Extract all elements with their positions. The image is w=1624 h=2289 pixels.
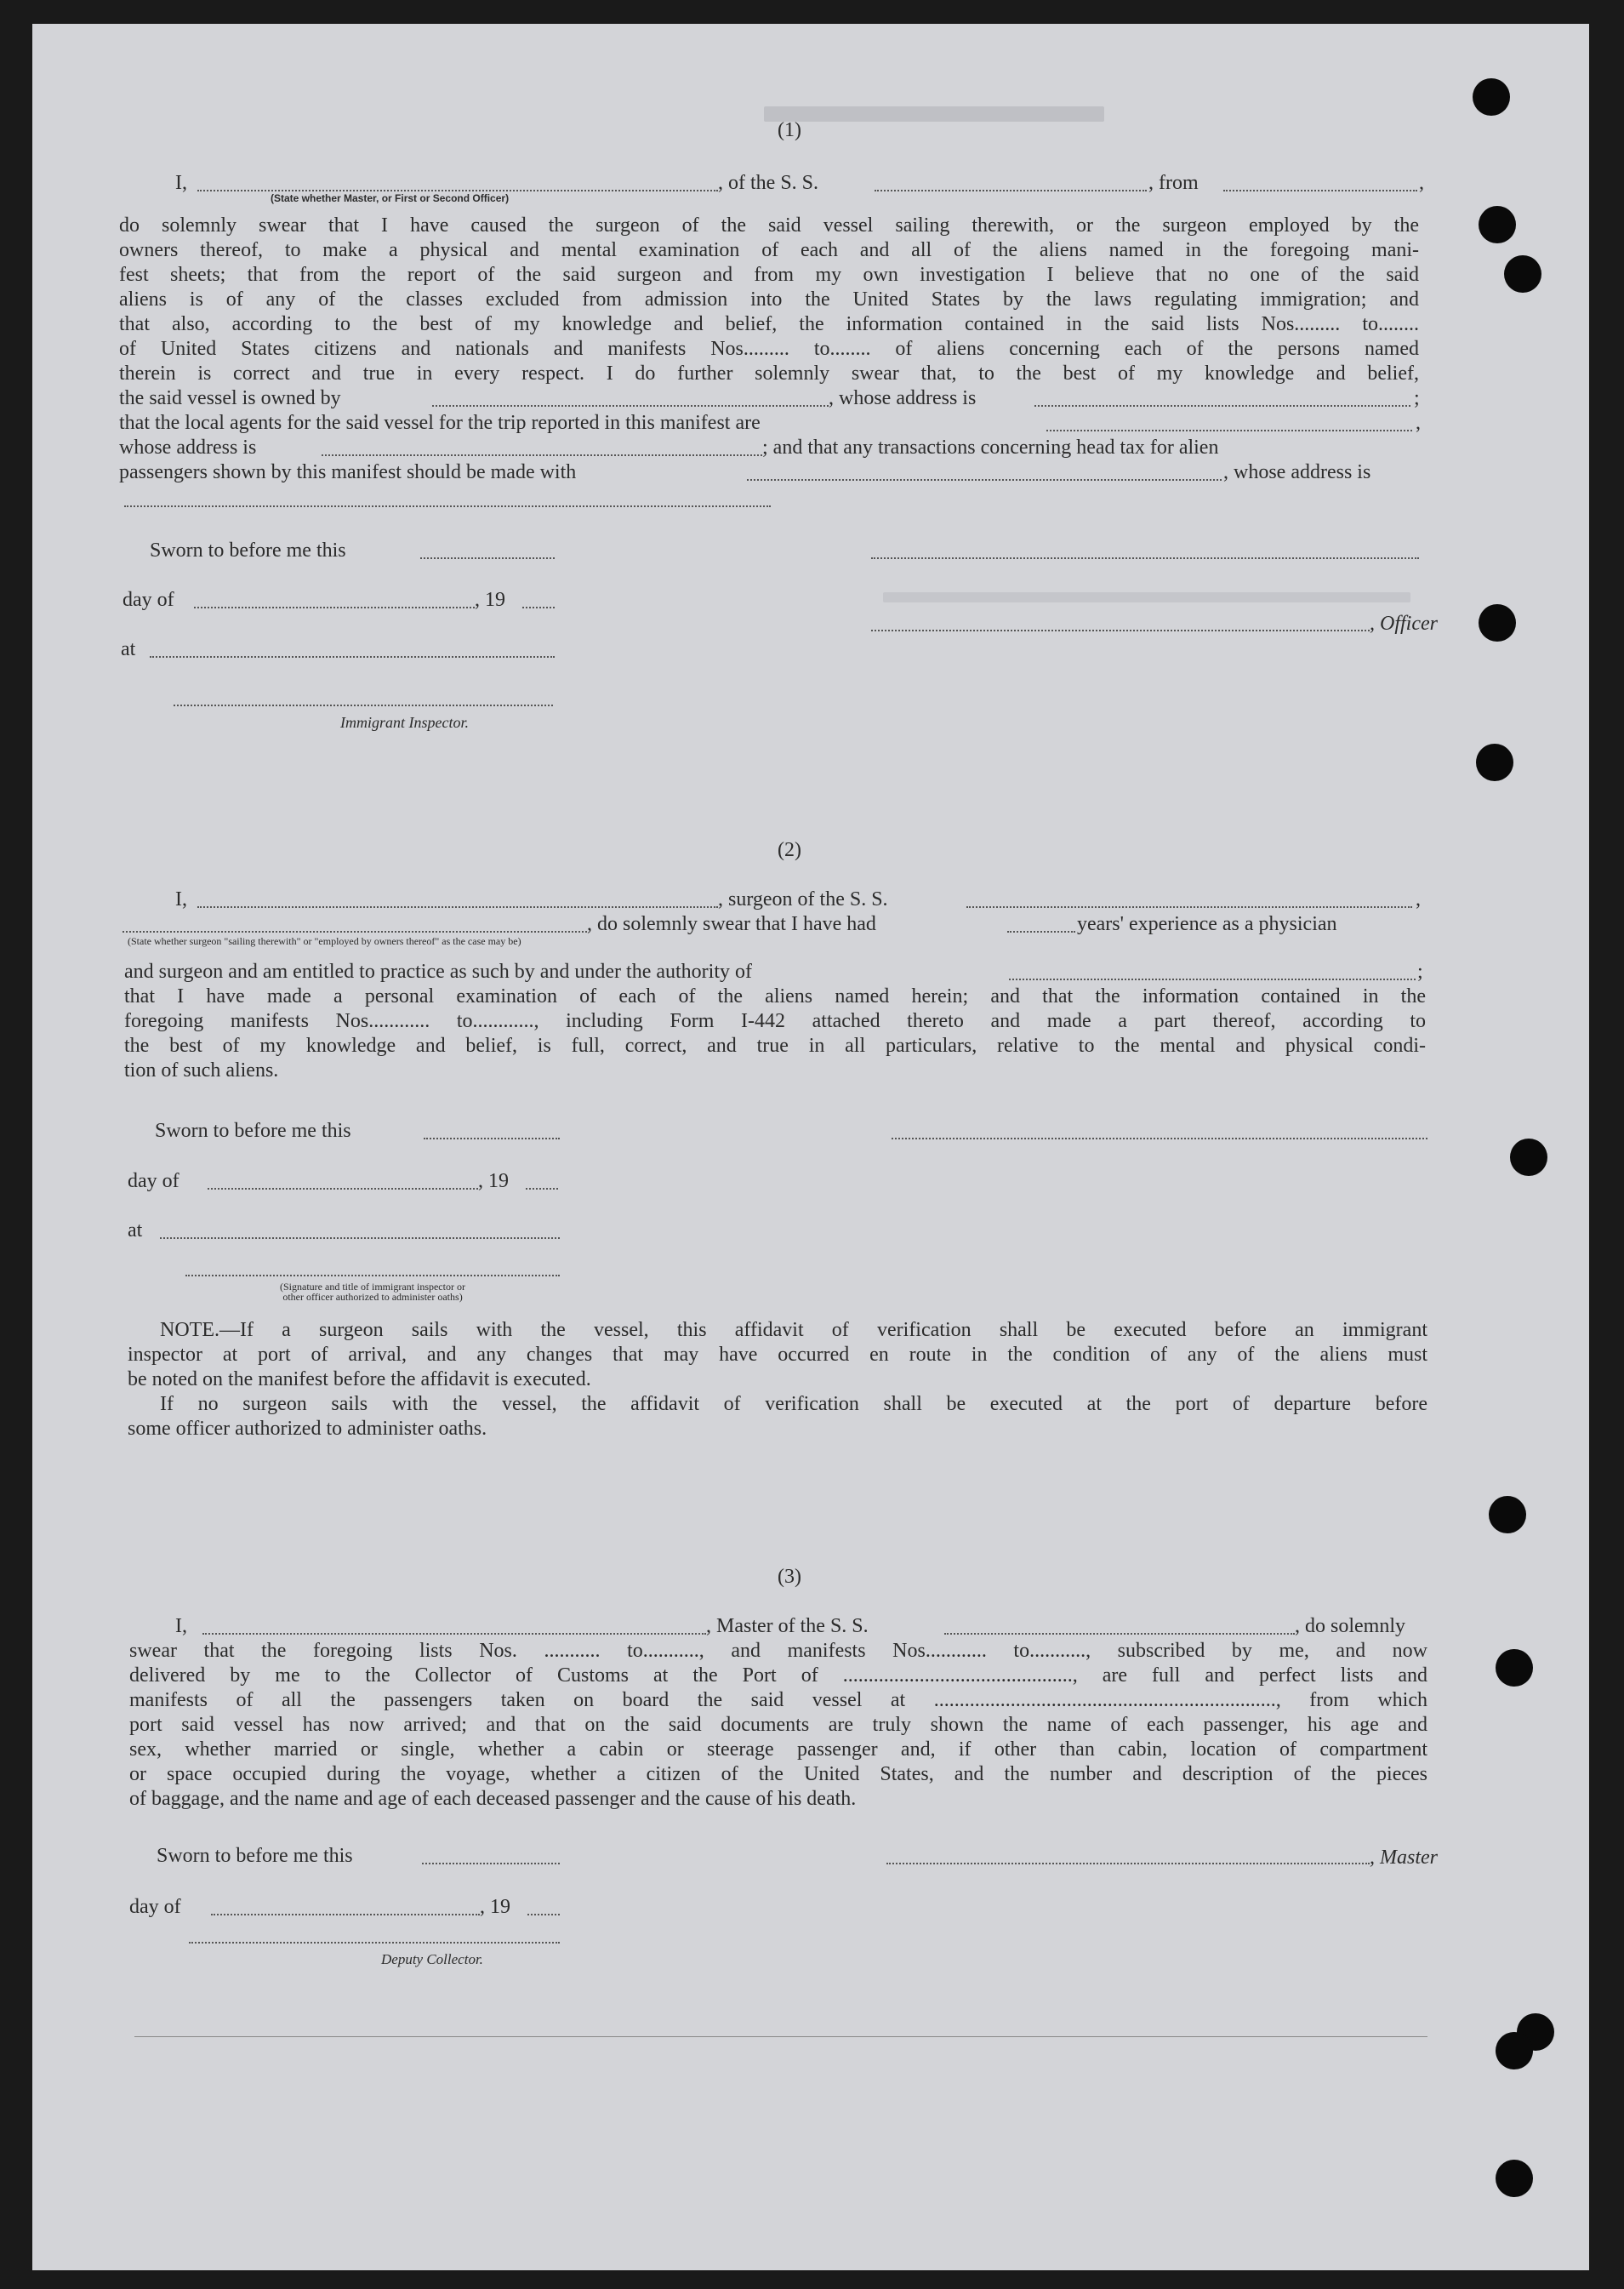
- from-end: ,: [1419, 172, 1424, 194]
- bottom-rule: [134, 2036, 1427, 2037]
- at-blank-2: [160, 1237, 560, 1239]
- agent-address-label: whose address is: [119, 437, 257, 459]
- deputy-collector-signature-blank: [189, 1942, 560, 1944]
- oath-line: do solemnly swear that I have caused the surgeon of the said vessel sailing therewith, or the surgeon employed by the: [119, 214, 1419, 237]
- officer-rank-hint: (State whether Master, or First or Second Officer): [271, 192, 510, 204]
- year-blank-3: [527, 1914, 560, 1915]
- owner-address-end: ;: [1414, 387, 1420, 409]
- section-1-number: (1): [778, 119, 801, 141]
- signature-caption-line-1: (Signature and title of immigrant inspector or: [280, 1281, 465, 1293]
- section-1-intro: I,: [175, 172, 187, 194]
- section-2-number: (2): [778, 839, 801, 861]
- oath-line: aliens is of any of the classes excluded from admission into the United States by the laws regulating immigration; and: [119, 288, 1419, 311]
- at-label: at: [121, 638, 136, 660]
- surgeon-oath-last-line: tion of such aliens.: [124, 1059, 279, 1082]
- surgeon-ship-blank: [966, 906, 1412, 908]
- master-of-label: , Master of the S. S.: [706, 1615, 869, 1637]
- local-agents-end: ,: [1416, 412, 1421, 434]
- owned-by-label: the said vessel is owned by: [119, 387, 341, 409]
- from-label: , from: [1148, 172, 1199, 194]
- year-blank-2: [526, 1188, 558, 1190]
- oath-line: fest sheets; that from the report of the said surgeon and from my own investigation I believe that no one of the said: [119, 264, 1419, 286]
- surgeon-signature-blank: [892, 1138, 1427, 1139]
- day-of-blank-3: [211, 1914, 480, 1915]
- section-3-number: (3): [778, 1566, 801, 1588]
- note-last-line: be noted on the manifest before the affidavit is executed.: [128, 1368, 591, 1390]
- head-tax-agent-blank: [747, 479, 1222, 481]
- day-of-blank: [194, 607, 475, 608]
- oath-line: of United States citizens and nationals and manifests Nos......... to........ of aliens concerning each of the persons named: [119, 338, 1419, 360]
- deputy-collector-caption: Deputy Collector.: [381, 1951, 483, 1967]
- years-blank: [1007, 931, 1075, 933]
- do-solemnly-label: , do solemnly swear that I have had: [587, 913, 876, 935]
- sworn-date-blank-2: [424, 1138, 560, 1139]
- punch-hole: [1473, 78, 1510, 116]
- sworn-label-3: Sworn to before me this: [157, 1845, 353, 1867]
- administering-officer-signature-blank: [185, 1275, 560, 1276]
- note-text: —If a surgeon sails with the vessel, this affidavit of verification shall be executed before an immigrant: [219, 1319, 1427, 1341]
- oath-line: therein is correct and true in every respect. I do further solemnly swear that, to the best of my knowledge and belief,: [119, 362, 1419, 385]
- punch-hole: [1496, 2032, 1533, 2069]
- master-oath-line: or space occupied during the voyage, whether a citizen of the United States, and the number and description of the pieces: [129, 1763, 1427, 1785]
- at-label-2: at: [128, 1219, 143, 1242]
- section-2-intro: I,: [175, 888, 187, 910]
- year-blank: [522, 607, 555, 608]
- agent-address-blank: [322, 454, 762, 456]
- officer-title-blank: [871, 630, 1370, 631]
- surgeon-ship-end: ,: [1416, 888, 1421, 910]
- authority-end: ;: [1417, 961, 1423, 983]
- surgeon-status-hint: (State whether surgeon "sailing therewith" or "employed by owners thereof" as the case may be): [128, 935, 521, 947]
- document-page: [32, 24, 1589, 2270]
- surgeon-oath-line: that I have made a personal examination of each of the aliens named herein; and that the information contained in the: [124, 985, 1426, 1008]
- master-oath-line: delivered by me to the Collector of Customs at the Port of ............................................., are full and perfect lists and: [129, 1664, 1427, 1687]
- surgeon-oath-line: the best of my knowledge and belief, is full, correct, and true in all particulars, relative to the mental and physical condi-: [124, 1035, 1426, 1057]
- day-of-label: day of: [123, 589, 174, 611]
- passengers-label: passengers shown by this manifest should be made with: [119, 461, 577, 483]
- surgeon-oath-line: foregoing manifests Nos............ to............, including Form I-442 attached thereto and made a part thereof, according to: [124, 1010, 1426, 1032]
- head-tax-address-blank: [124, 505, 771, 507]
- master-oath-line: manifests of all the passengers taken on board the said vessel at ..................................................................., from which: [129, 1689, 1427, 1711]
- note-2-line: If no surgeon sails with the vessel, the affidavit of verification shall be executed at the port of departure before: [160, 1393, 1427, 1415]
- section-3-intro: I,: [175, 1615, 187, 1637]
- surgeon-of-label: , surgeon of the S. S.: [718, 888, 888, 910]
- authority-label: and surgeon and am entitled to practice as such by and under the authority of: [124, 961, 752, 983]
- master-oath-line: swear that the foregoing lists Nos. ........... to..........., and manifests Nos............ to..........., subscribed by me, and now: [129, 1640, 1427, 1662]
- note-line: inspector at port of arrival, and any changes that may have occurred en route in the condition of any of the aliens must: [128, 1344, 1427, 1366]
- owner-blank: [432, 405, 829, 407]
- punch-hole: [1504, 255, 1541, 293]
- punch-hole: [1479, 206, 1516, 243]
- year-label-3: , 19: [480, 1896, 510, 1918]
- inspector-caption: Immigrant Inspector.: [340, 714, 469, 731]
- year-label-2: , 19: [478, 1170, 509, 1192]
- of-ss-label: , of the S. S.: [718, 172, 819, 194]
- day-of-blank-2: [208, 1188, 478, 1190]
- sworn-label: Sworn to before me this: [150, 539, 346, 562]
- day-of-label-3: day of: [129, 1896, 181, 1918]
- authority-blank: [1009, 979, 1416, 980]
- owner-address-blank: [1034, 405, 1410, 407]
- surgeon-status-blank: [123, 931, 587, 933]
- punch-hole: [1476, 744, 1513, 781]
- master-oath-last-line: of baggage, and the name and age of each deceased passenger and the cause of his death.: [129, 1788, 857, 1810]
- from-port-blank: [1223, 190, 1417, 191]
- at-blank: [150, 656, 555, 658]
- note-line-1: [160, 1317, 1427, 1343]
- sworn-label-2: Sworn to before me this: [155, 1120, 351, 1142]
- master-ship-blank: [944, 1633, 1295, 1635]
- master-label: , Master: [1370, 1847, 1438, 1869]
- do-solemnly-label-3: , do solemnly: [1295, 1615, 1405, 1637]
- note-label: NOTE.: [160, 1319, 219, 1341]
- punch-hole: [1496, 1649, 1533, 1687]
- master-oath-line: port said vessel has now arrived; and that on the said documents are truly shown the name of each passenger, his age and: [129, 1714, 1427, 1736]
- master-name-blank: [202, 1633, 706, 1635]
- sworn-date-blank-3: [422, 1863, 560, 1864]
- note-2-last-line: some officer authorized to administer oaths.: [128, 1418, 487, 1440]
- punch-hole: [1479, 604, 1516, 642]
- inspector-signature-blank: [174, 705, 553, 706]
- punch-hole: [1496, 2160, 1533, 2197]
- head-tax-label: ; and that any transactions concerning head tax for alien: [762, 437, 1219, 459]
- punch-hole: [1510, 1139, 1547, 1176]
- local-agents-label: that the local agents for the said vessel for the trip reported in this manifest are: [119, 412, 761, 434]
- officer-rank-blank: [197, 190, 718, 191]
- oath-line: owners thereof, to make a physical and mental examination of each and all of the aliens named in the foregoing mani-: [119, 239, 1419, 261]
- ship-name-blank: [875, 190, 1147, 191]
- signature-caption-line-2: other officer authorized to administer oaths): [282, 1291, 463, 1303]
- head-tax-address-label: , whose address is: [1223, 461, 1371, 483]
- punch-hole: [1489, 1496, 1526, 1533]
- sworn-date-blank: [420, 557, 555, 559]
- owner-address-label: , whose address is: [829, 387, 977, 409]
- day-of-label-2: day of: [128, 1170, 179, 1192]
- surgeon-name-blank: [197, 906, 718, 908]
- officer-signature-blank: [871, 557, 1419, 559]
- year-label: , 19: [475, 589, 505, 611]
- master-oath-line: sex, whether married or single, whether a cabin or steerage passenger and, if other than cabin, location of compartment: [129, 1738, 1427, 1761]
- local-agents-blank: [1046, 430, 1412, 431]
- officer-label: , Officer: [1370, 613, 1438, 635]
- master-signature-blank: [886, 1863, 1370, 1864]
- oath-line: that also, according to the best of my knowledge and belief, the information contained in the said lists Nos......... to........: [119, 313, 1419, 335]
- years-label: years' experience as a physician: [1077, 913, 1337, 935]
- bleed-through-mark: [883, 592, 1410, 602]
